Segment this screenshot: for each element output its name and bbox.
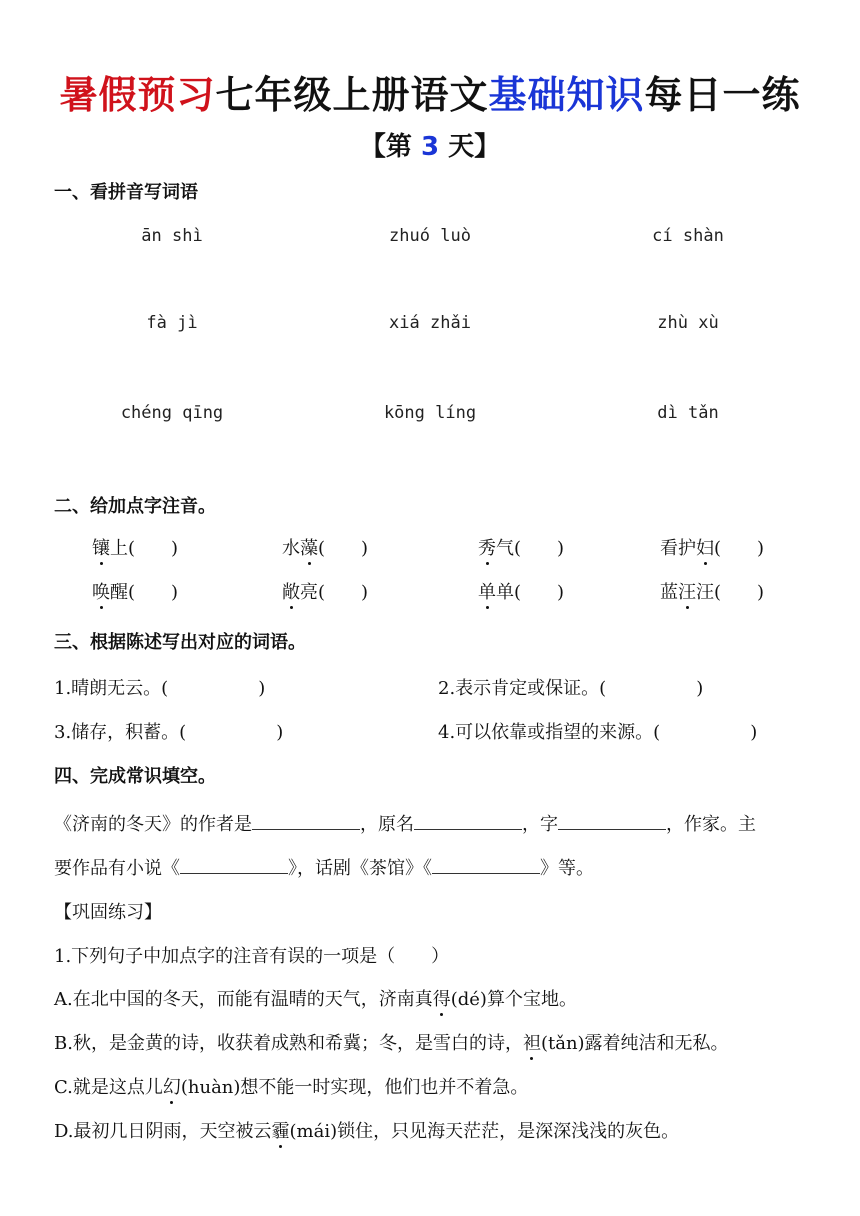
zhuyin-item: 蓝汪汪( ) xyxy=(660,578,764,604)
day-label: 【第 3 天】 xyxy=(359,132,501,162)
practice-heading: 【巩固练习】 xyxy=(54,902,162,923)
section-heading-2: 二、给加点字注音。 xyxy=(54,496,216,517)
question-stem: 1.下列句子中加点字的注音有误的一项是（ ） xyxy=(54,946,450,967)
definition-item: 1.晴朗无云。( ) xyxy=(54,678,266,699)
pinyin-item: ān shì xyxy=(141,226,203,246)
zhuyin-item: 镶上( ) xyxy=(92,534,178,560)
pinyin-item: cí shàn xyxy=(652,226,724,246)
zhuyin-item: 敞亮( ) xyxy=(282,578,368,604)
answer-blank[interactable] xyxy=(180,855,288,874)
pinyin-item: fà jì xyxy=(146,313,198,333)
definition-item: 3.储存，积蓄。( ) xyxy=(54,722,284,743)
zhuyin-item: 看护妇( ) xyxy=(660,534,764,560)
pinyin-item: chéng qīng xyxy=(120,403,224,423)
definition-item: 4.可以依靠或指望的来源。( ) xyxy=(438,722,758,743)
pinyin-item: xiá zhǎi xyxy=(389,313,471,333)
section-heading-3: 三、根据陈述写出对应的词语。 xyxy=(54,632,306,653)
section-heading-4: 四、完成常识填空。 xyxy=(54,766,216,787)
fill-paragraph-line-1: 《济南的冬天》的作者是 ，原名 ，字 ，作家。主 xyxy=(54,810,814,836)
page-title: 暑假预习七年级上册语文基础知识每日一练 xyxy=(59,73,801,117)
pinyin-item: zhuó luò xyxy=(389,226,471,246)
fill-paragraph-line-2: 要作品有小说《 》，话剧《茶馆》《 》等。 xyxy=(54,854,814,880)
answer-blank[interactable] xyxy=(432,855,540,874)
section-heading-1: 一、看拼音写词语 xyxy=(54,182,198,203)
option-b[interactable]: B.秋，是金黄的诗，收获着成熟和希冀；冬，是雪白的诗，袒(tǎn)露着纯洁和无私。 xyxy=(54,1029,729,1055)
option-a[interactable]: A.在北中国的冬天，而能有温晴的天气，济南真得(dé)算个宝地。 xyxy=(54,985,577,1011)
zhuyin-item: 秀气( ) xyxy=(478,534,564,560)
pinyin-item: kōng líng xyxy=(383,403,477,423)
answer-blank[interactable] xyxy=(414,811,522,830)
pinyin-item: zhù xù xyxy=(657,313,719,333)
zhuyin-item: 单单( ) xyxy=(478,578,564,604)
answer-blank[interactable] xyxy=(252,811,360,830)
option-d[interactable]: D.最初几日阴雨，天空被云霾(mái)锁住，只见海天茫茫，是深深浅浅的灰色。 xyxy=(54,1117,679,1143)
option-c[interactable]: C.就是这点儿幻(huàn)想不能一时实现，他们也并不着急。 xyxy=(54,1073,528,1099)
zhuyin-item: 唤醒( ) xyxy=(92,578,178,604)
definition-item: 2.表示肯定或保证。( ) xyxy=(438,678,704,699)
answer-blank[interactable] xyxy=(558,811,666,830)
zhuyin-item: 水藻( ) xyxy=(282,534,368,560)
pinyin-item: dì tǎn xyxy=(657,403,719,423)
